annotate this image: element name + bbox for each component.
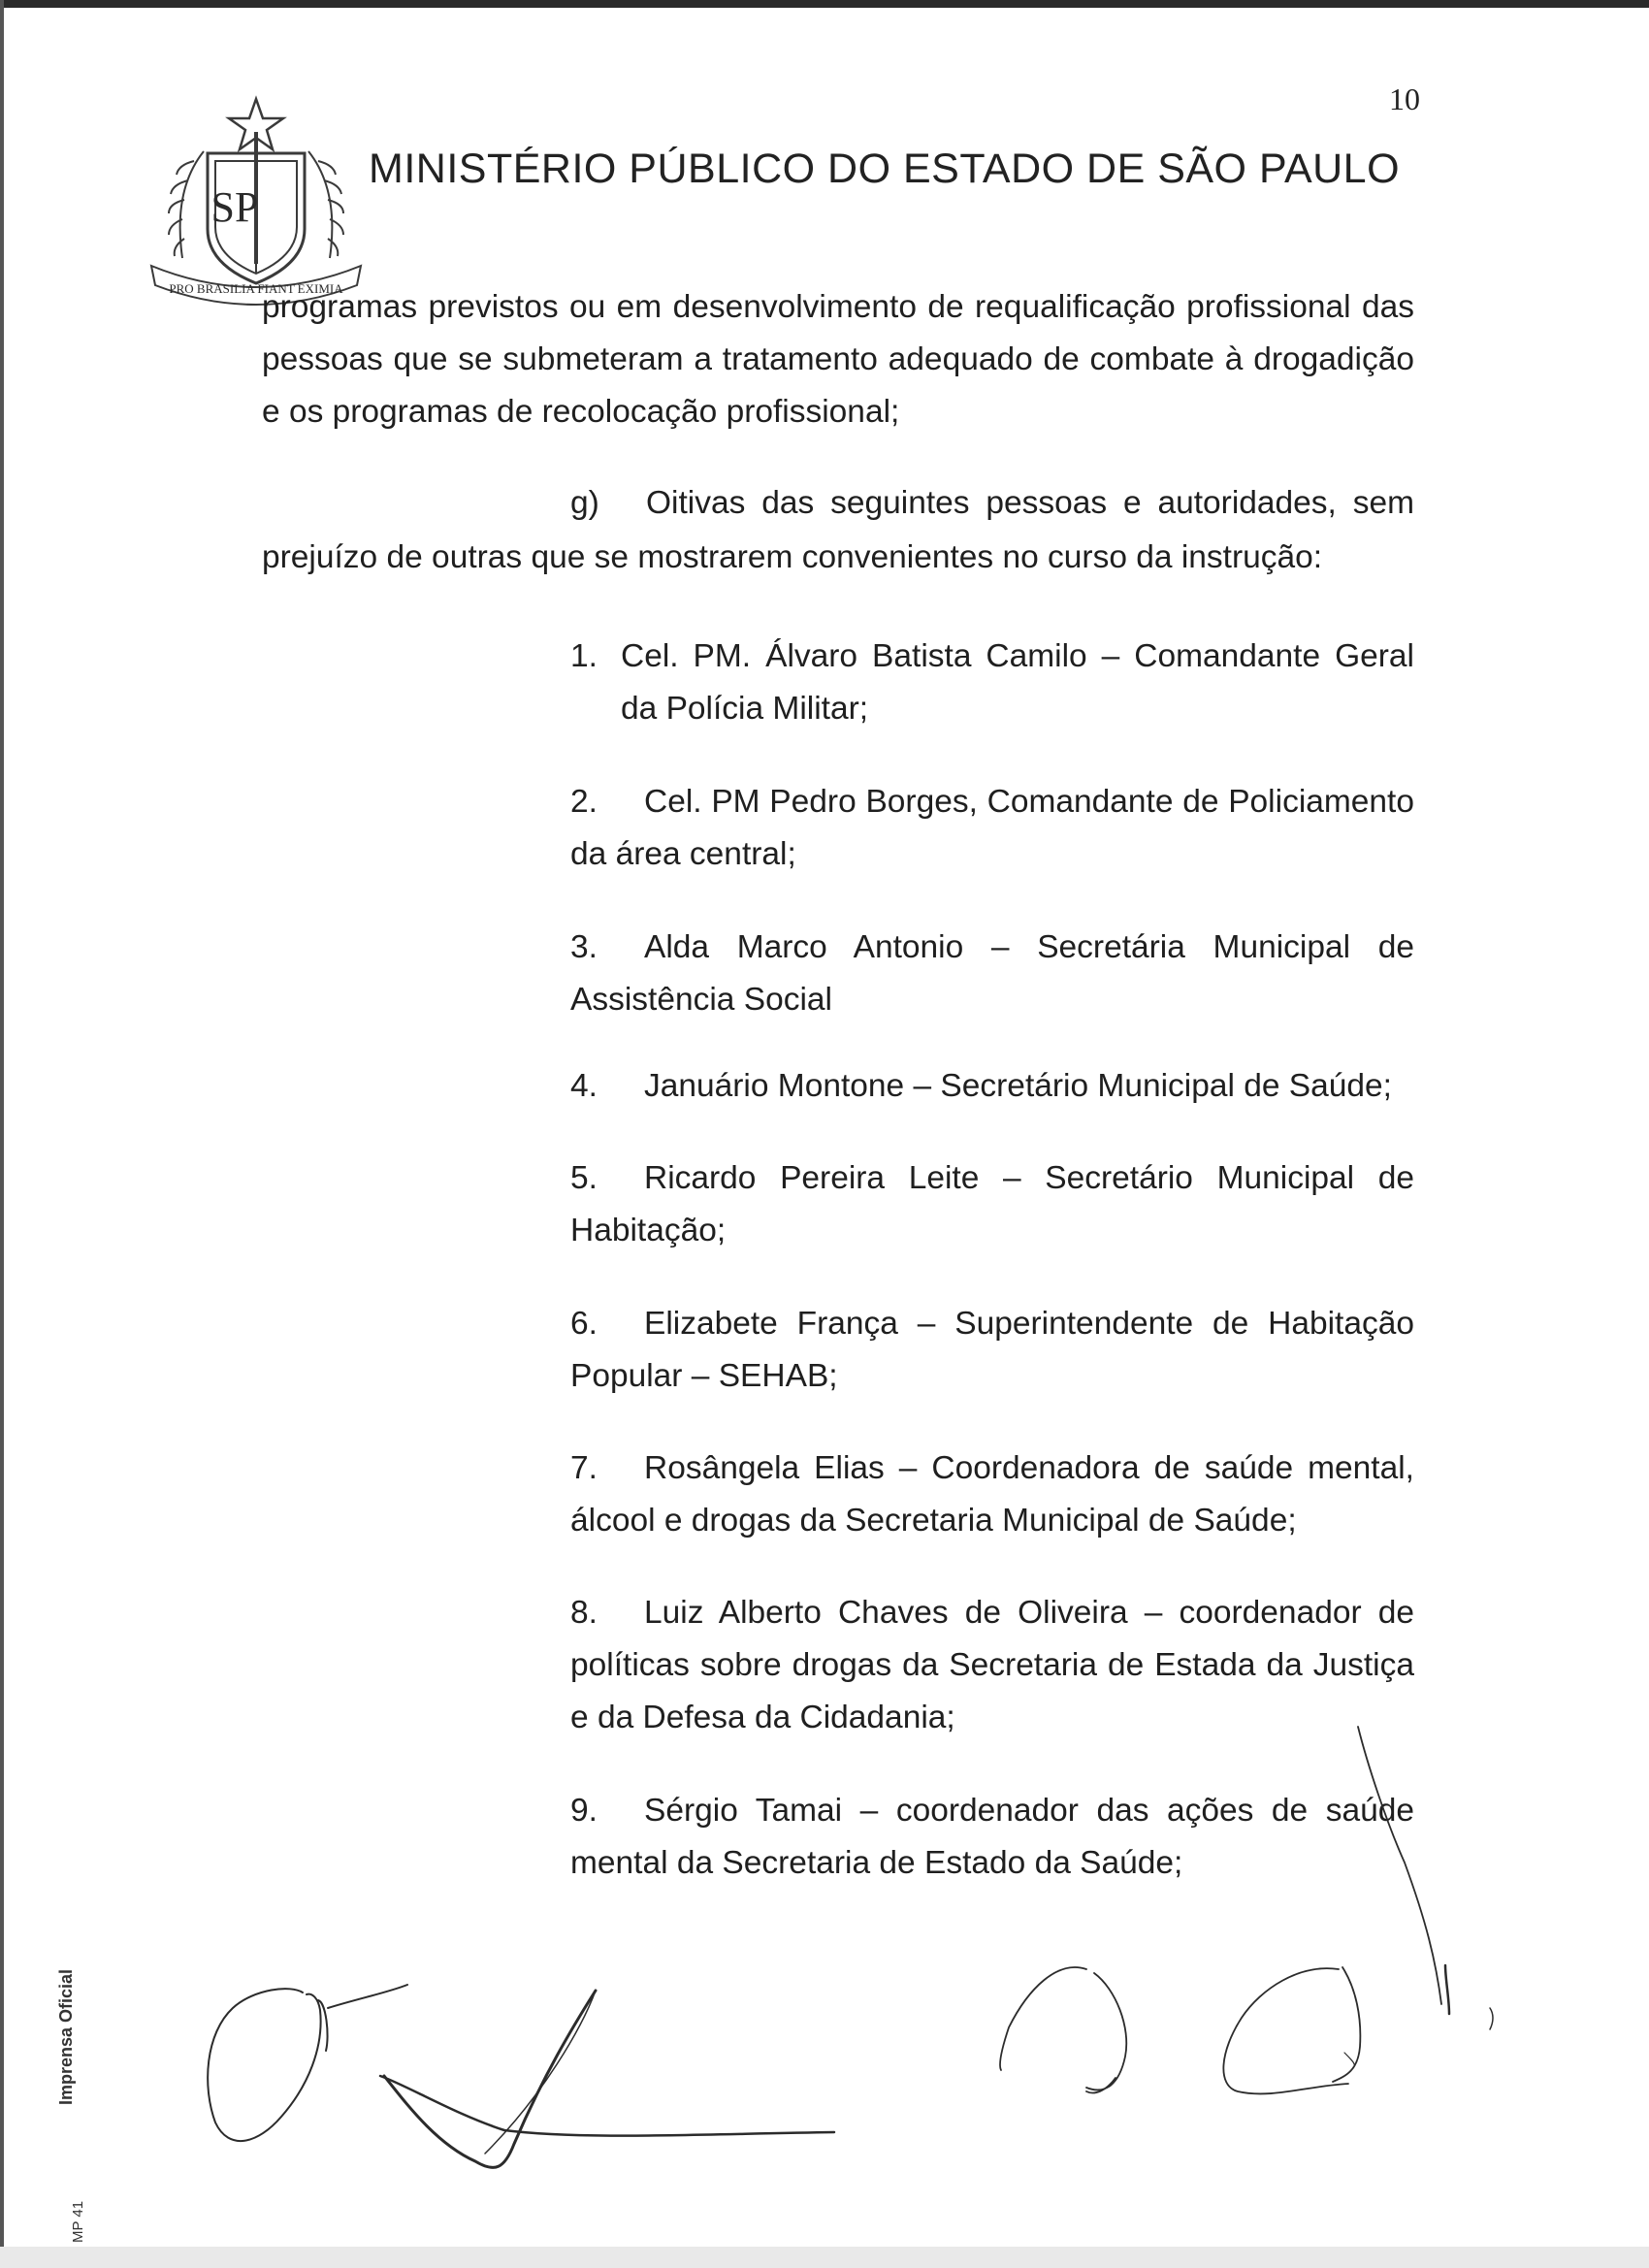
list-item-text: Elizabete França – Superintendente de Habitação (644, 1306, 1414, 1342)
list-item-continuation: Habitação; (570, 1213, 727, 1248)
list-item-number: 3. (570, 929, 598, 965)
list-item-continuation: Assistência Social (570, 982, 832, 1018)
list-item-number: 5. (570, 1160, 598, 1196)
list-item-number: 2. (570, 784, 598, 820)
lead-line: e os programas de recolocação profissional; (262, 394, 900, 430)
item-g-text: Oitivas das seguintes pessoas e autoridades, sem (646, 485, 1414, 521)
list-item-continuation: da área central; (570, 836, 796, 872)
list-item (570, 1442, 1414, 1547)
item-g-first-line (570, 485, 1414, 522)
scan-edge-bottom (0, 2247, 1649, 2268)
list-item (570, 1587, 1414, 1744)
list-item-text: Januário Montone – Secretário Municipal de Saúde; (644, 1068, 1392, 1104)
list-item-text: Luiz Alberto Chaves de Oliveira – coordenador de (644, 1595, 1414, 1631)
list-item-text: Alda Marco Antonio – Secretária Municipal de (644, 929, 1414, 965)
list-item-continuation: políticas sobre drogas da Secretaria de Estada da Justiça (570, 1647, 1414, 1683)
list-item-text: Sérgio Tamai – coordenador das ações de saúde (644, 1793, 1414, 1829)
list-item-first-line (570, 776, 1414, 828)
list-item-text: Cel. PM. Álvaro Batista Camilo – Comandante Geral (621, 638, 1414, 674)
list-item-first-line (570, 1587, 1414, 1639)
list-item-number: 6. (570, 1306, 598, 1342)
list-item-number: 4. (570, 1068, 598, 1104)
scan-edge-top (0, 0, 1649, 8)
list-item-continuation: da Polícia Militar; (621, 691, 869, 727)
list-item (570, 631, 1414, 735)
list-item-first-line (570, 1785, 1414, 1837)
list-item (570, 1152, 1414, 1257)
list-item (570, 1298, 1414, 1403)
list-item-number: 1. (570, 638, 598, 674)
list-item-text: Cel. PM Pedro Borges, Comandante de Policiamento (644, 784, 1414, 820)
scan-edge-left (0, 0, 4, 2268)
list-item-continuation: mental da Secretaria de Estado da Saúde; (570, 1845, 1183, 1881)
list-item-first-line (570, 1060, 1414, 1113)
lead-line: pessoas que se submeteram a tratamento adequado de combate à drogadição (262, 341, 1414, 377)
list-item-continuation: Popular – SEHAB; (570, 1358, 838, 1394)
list-item-first-line (570, 1152, 1414, 1205)
item-g-marker: g) (570, 485, 599, 521)
printer-mark-text: Imprensa Oficial (56, 1968, 76, 2105)
form-code-text: MP 41 (70, 2200, 86, 2243)
list-item-text: Ricardo Pereira Leite – Secretário Municipal de (644, 1160, 1414, 1196)
list-item-text: Rosângela Elias – Coordenadora de saúde mental, (644, 1450, 1414, 1486)
list-item-first-line (570, 922, 1414, 974)
seal-motto: PRO BRASILIA FIANT EXIMIA (169, 281, 343, 296)
list-item-first-line (570, 1442, 1414, 1495)
signature-right-icon (1000, 1727, 1493, 2093)
printer-mark (56, 1930, 114, 2124)
list-item-number: 8. (570, 1595, 598, 1631)
institution-title: MINISTÉRIO PÚBLICO DO ESTADO DE SÃO PAULO (369, 146, 1401, 192)
list-item-number: 9. (570, 1793, 598, 1829)
list-item-continuation: álcool e drogas da Secretaria Municipal de Saúde; (570, 1503, 1297, 1539)
list-item-continuation: e da Defesa da Cidadania; (570, 1700, 955, 1735)
list-item (570, 1785, 1414, 1890)
seal-letters: SP (210, 183, 259, 231)
list-item-first-line (570, 631, 1414, 683)
form-code (70, 2194, 109, 2252)
page-number: 10 (1389, 81, 1420, 116)
list-item (570, 776, 1414, 881)
list-item (570, 922, 1414, 1026)
item-g-second-line: prejuízo de outras que se mostrarem convenientes no curso da instrução: (262, 539, 1323, 575)
signature-left-icon (208, 1985, 834, 2167)
list-item (570, 1060, 1414, 1113)
list-item-first-line (570, 1298, 1414, 1350)
list-item-number: 7. (570, 1450, 598, 1486)
lead-line: programas previstos ou em desenvolvimento de requalificação profissional das (262, 289, 1414, 325)
